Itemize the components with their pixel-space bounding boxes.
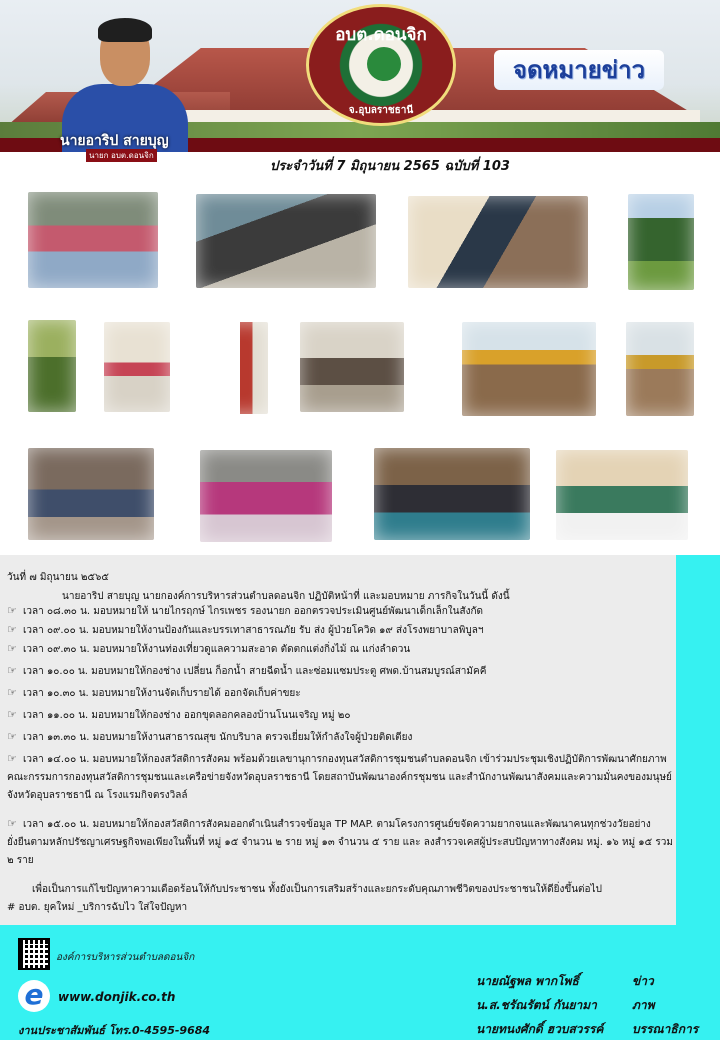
schedule-item: ☞ เวลา ๑๕.๐๐ น. มอบหมายให้กองสวัสดิการสังคมออกดำเนินสำรวจข้อมูล TP MAP. ตามโครงการศูนย์ขจัดความยากจนและพัฒนาคนทุกช่วงวัยอย่างยั่งยืนตามหลักปรัชญาเศรษฐกิจพอเพียงในพื้นที่ หมู่ ๑๕ จำนวน ๒ ราย หมู่ ๑๓ จำนวน ๕ ราย และ ลงสำรวจเคสผู้ประสบปัญหาทางสังคม หมู่. ๑๖ หมู่ ๑๕ รวม ๒ ราย: [7, 817, 673, 866]
report-intro: นายอาริป สายบุญ นายกองค์การบริหารส่วนตำบลดอนจิก ปฏิบัติหน้าที่ และมอบหมาย ภารกิจในวันนี้ ดังนี้: [62, 591, 510, 602]
photo-ambulance-transfer: [196, 194, 376, 288]
photo-excavator: [626, 322, 694, 416]
photo-workshop-speaker: [374, 448, 530, 540]
photo-faucet-repair: [104, 322, 170, 412]
credit-role-news: ข่าว: [632, 974, 654, 988]
contact-phone: งานประชาสัมพันธ์ โทร.0-4595-9684: [18, 1024, 211, 1037]
organization-name: องค์การบริหารส่วนตำบลดอนจิก: [56, 952, 195, 963]
seal-emblem-icon: [367, 47, 401, 81]
schedule-item: ☞ เวลา ๑๐.๐๐ น. มอบหมายให้กองช่าง เปลี่ยน ก็อกน้ำ สายฉีดน้ำ และซ่อมแซมประตู ศพด.บ้านสมบูรณ์สามัคคี: [7, 662, 673, 681]
report-date: วันที่ ๗ มิถุนายน ๒๕๖๕: [7, 572, 109, 583]
photo-childcare-visit: [28, 192, 158, 288]
pointing-hand-icon: ☞: [7, 642, 17, 655]
hashtag-slogan: # อบต. ยุคใหม่ _บริการฉับไว ใส่ใจปัญหา: [7, 902, 188, 913]
mayor-name-box: [58, 130, 198, 160]
schedule-item: ☞ เวลา ๑๓.๓๐ น. มอบหมายให้งานสาธารณสุข นักบริบาล ตรวจเยี่ยมให้กำลังใจผู้ป่วยติดเตียง: [7, 728, 673, 747]
schedule-item: ☞ เวลา ๑๔.๐๐ น. มอบหมายให้กองสวัสดิการสังคม พร้อมด้วยเลขานุการกองทุนสวัสดิการชุมชนตำบลดอนจิก เข้าร่วมประชุมเชิงปฏิบัติการพัฒนาศักยภาพคณะกรรมการกองทุนสวัสดิการชุมชนและเครือข่ายจังหวัดอุบลราชธานี โดยสถาบันพัฒนาองค์กรชุมชน และสำนักงานพัฒนาสังคมและความมั่นคงของมนุษย์จังหวัดอุบลราชธานี ณ โรงแรมกิจตรงวิลล์: [7, 752, 672, 801]
issue-info: ประจำวันที่ 7 มิถุนายน 2565 ฉบับที่ 103: [270, 159, 510, 174]
photo-building-exterior: [28, 320, 76, 412]
qr-code-icon[interactable]: [18, 938, 50, 970]
newsletter-title: จดหมายข่าว: [494, 50, 664, 90]
photo-patient-vehicle: [408, 196, 588, 288]
mayor-title: นายก อบต.ดอนจิก: [86, 149, 157, 162]
photo-home-visit: [28, 448, 154, 540]
pointing-hand-icon: ☞: [7, 664, 17, 677]
photo-waste-fee: [300, 322, 404, 412]
credit-name-news: นายณัฐพล พากโพธิ์: [476, 974, 579, 988]
photo-park-cleanup: [628, 194, 694, 290]
schedule-item: ☞ เวลา ๐๙.๓๐ น. มอบหมายให้งานท่องเที่ยวดูแลความสะอาด ตัดตกแต่งกิ่งไม้ ณ แก่งลำดวน: [7, 640, 673, 659]
closing-statement: เพื่อเป็นการแก้ไขปัญหาความเดือดร้อนให้กับประชาชน ทั้งยังเป็นการเสริมสร้างและยกระดับคุณภาพชีวิตของประชาชนให้ดียิ่งขึ้นต่อไป: [32, 884, 602, 895]
right-accent-bar: [676, 555, 720, 925]
pointing-hand-icon: ☞: [7, 817, 17, 830]
credit-role-photo: ภาพ: [632, 998, 655, 1012]
pointing-hand-icon: ☞: [7, 686, 17, 699]
seal-bottom-text: จ.อุบลราชธานี: [348, 105, 414, 116]
credit-name-editor: นายทนงศักดิ์ ฮวบสวรรค์: [476, 1022, 604, 1036]
pointing-hand-icon: ☞: [7, 623, 17, 636]
seal-top-text: อบต.ดอนจิก: [335, 25, 427, 45]
schedule-item: ☞ เวลา ๑๐.๓๐ น. มอบหมายให้งานจัดเก็บรายได้ ออกจัดเก็บค่าขยะ: [7, 684, 673, 703]
pointing-hand-icon: ☞: [7, 604, 17, 617]
credit-role-editor: บรรณาธิการ: [632, 1022, 699, 1036]
schedule-item: ☞ เวลา ๐๙.๐๐ น. มอบหมายให้งานป้องกันและบรรเทาสาธารณภัย รับ ส่ง ผู้ป่วยโควิด ๑๙ ส่งโรงพยาบาลพิบูลฯ: [7, 621, 673, 640]
browser-globe-icon: e: [18, 980, 50, 1012]
photo-canal-dredging: [462, 322, 596, 416]
website-link[interactable]: www.donjik.co.th: [58, 990, 176, 1004]
schedule-item: ☞ เวลา ๐๘.๓๐ น. มอบหมายให้ นายไกรฤกษ์ ไกรเพชร รองนายก ออกตรวจประเมินศูนย์พัฒนาเด็กเล็กในสังกัด: [7, 602, 673, 621]
organization-seal: [306, 4, 456, 126]
photo-workshop-hall: [556, 450, 688, 540]
pointing-hand-icon: ☞: [7, 708, 17, 721]
credit-name-photo: น.ส.ชรัณรัตน์ กันยามา: [476, 998, 597, 1012]
schedule-item: ☞ เวลา ๑๑.๐๐ น. มอบหมายให้กองช่าง ออกขุดลอกคลองบ้านโนนเจริญ หมู่ ๒๐: [7, 706, 673, 725]
pointing-hand-icon: ☞: [7, 730, 17, 743]
pointing-hand-icon: ☞: [7, 752, 17, 765]
photo-door-repair: [206, 322, 268, 414]
photo-bedside-care: [200, 450, 332, 542]
mayor-name: นายอาริป สายบุญ: [60, 133, 169, 149]
